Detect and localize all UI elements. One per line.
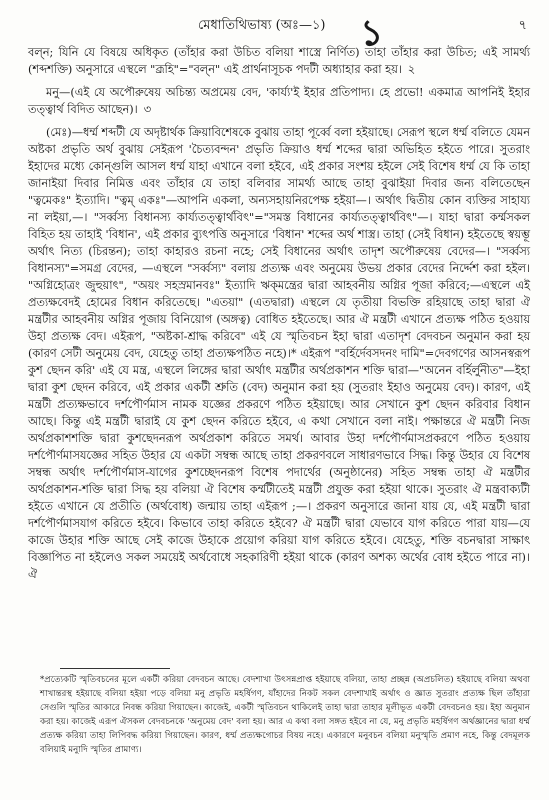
page-number: ৭	[518, 18, 527, 33]
verse-text: মনু—(এই যে অপৌরুষেয় অচিন্ত্য অপ্রমেয় বেদ, 'কার্য্য'ই ইহার প্রতিপাদ্য। হে প্রভো! একমাত্র আপনিই ইহার তত্ত্বার্থ বিদিত আছেন)।	[28, 86, 530, 116]
commentary-body	[28, 44, 530, 589]
footnote-block	[40, 673, 530, 757]
running-title: মেধাতিথিভাষ্য (অঃ—১)	[198, 18, 326, 33]
verse-paragraph	[28, 84, 530, 118]
paragraph-1	[28, 44, 530, 78]
footnote-text: *প্রত্যেকটি স্মৃতিবচনের মূলে একটী করিয়া বেদবচন আছে। বেদশাখা উৎসন্নপ্রাপ্ত হইয়াছে বলিয়া, তাহা প্রচ্ছন্ন (অপ্রচলিত) হইয়াছে বলিয়া অথবা শাখান্তরস্থ হইয়াছে বলিয়া হইয়া পড়ে বলিয়া মনু প্রভৃতি মহর্ষিগণ, যাঁহাদের নিকট সকল বেদশাখাই অর্থাৎ ও জ্ঞাত সুতরাং প্রত্যক্ষ ছিল তাঁহারা সেগুলি স্মৃতির আকারে নিবন্ধ করিয়া গিয়াছেন। কাজেই, একটী স্মৃতিবচন থাকিলেই তাহা দ্বারা তাহার মূলীভূত একটী বেদবচনও হয়। ইহা অনুমান করা হয়। কাজেই এরূপ ঐসকল বেদবচনকে 'অনুমেয় বেদ' বলা হয়। আর এ কথা বলা সঙ্গত হইবে না যে, মনু প্রভৃতি মহর্ষিগণ অর্থজ্ঞানের দ্বারা ধর্ম্ম প্রত্যক্ষ করিয়া তাহা লিপিবদ্ধ করিয়া গিয়াছেন। কারণ, ধর্ম্ম প্রত্যক্ষগোচর বিষয় নহে। একারণে মনুবচন বলিয়া মনুস্মৃতি প্রমাণ নহে, কিন্তু বেদমূলক বলিয়াই মনুাদি স্মৃতির প্রামাণ্য।	[40, 675, 530, 755]
page-header	[0, 13, 549, 54]
verse-number-2: ২	[407, 63, 416, 76]
paragraph-1-text: বল্‌ন; যিনি যে বিষয়ে অধিকৃত (তাঁহার করা উচিত বলিয়া শাস্ত্রে নির্ণিত) তাহা তাঁহার করা উচিত; এই সামর্থ্য (শব্দশক্তি) অনুসারে এস্থলে "ব্রূহি"="বল্‌ন" এই প্রার্থনাসূচক পদটী অধ্যাহার করা হয়।	[28, 46, 530, 76]
verse-number-3: ৩	[143, 103, 152, 116]
chapter-marker: ১	[360, 13, 384, 54]
commentary-paragraph: (মেঃ)—ধর্ম্ম শব্দটী যে অদৃষ্টার্থক ক্রিয়াবিশেষকে বুঝায় তাহা পূর্ব্বে বলা হইয়াছে। সেরূপ স্থলে ধর্ম্ম বলিতে যেমন অষ্টকা প্রভৃতি অর্থ বুঝায় সেইরূপ 'চৈত্যবন্দন' প্রভৃতি ক্রিয়াও ধর্ম্ম শব্দের দ্বারা অভিহিত হইতে পারে। সুতরাং ইহাদের মধ্যে কোন্‌গুলি আসল ধর্ম্ম যাহা এখানে বলা হইবে, এই প্রকার সংশয় হইলে সেই বিশেষ ধর্ম্ম যে কি তাহা জানাইয়া দিবার নিমিত্ত এবং তাঁহার যে তাহা বলিবার সামর্থ্য আছে তাহা বুঝাইয়া দিবার জন্য বলিতেছেন "ত্বমেকঃ" ইত্যাদি। "ত্বম্‌ একঃ"—আপনি একলা, অন্যসহায়নিরপেক্ষ হইয়া—। অর্থাৎ দ্বিতীয় কোন ব্যক্তির সাহায্য না লইয়া,—। "সর্ব্বস্য বিধানস্য কার্য্যতত্ত্বার্থবিৎ"="সমস্ত বিধানের কার্য্যতত্ত্বার্থবিৎ"—। যাহা দ্বারা কর্ম্মসকল বিহিত হয় তাহাই 'বিধান', এই প্রকার ব্যুৎপত্তি অনুসারে 'বিধান' শব্দের অর্থ শাস্ত্র। তাহা (সেই বিধান) হইতেছে স্বয়ম্ভূ অর্থাৎ নিত্য (চিরন্তন); তাহা কাহারও রচনা নহে; সেই বিধানের অর্থাৎ তাদৃশ অপৌরুষেয় বেদের—। "সর্ব্বস্য বিধানস্য"=সমগ্র বেদের, —এস্থলে "সর্ব্বস্য" বলায় প্রত্যক্ষ এবং অনুমেয় উভয় প্রকার বেদের নির্দ্দেশ করা হইল। "অগ্নিহোত্রং জুহুয়াৎ", "অয়ং সহস্রমানবঃ" ইত্যাদি ঋক্‌মন্ত্রের দ্বারা আহবনীয় অগ্নির পূজা করিবে;—এস্থলে এই প্রত্যক্ষবেদই হোমের বিধান করিতেছে। "এতয়া" (এতদ্বারা) এস্থলে যে তৃতীয়া বিভক্তি রহিয়াছে তাহা দ্বারা ঐ মন্ত্রটীর আহবনীয় অগ্নির পূজায় বিনিয়োগ (অঙ্গত্ব) বোধিত হইতেছে। আর ঐ মন্ত্রটী এখানে প্রত্যক্ষ পঠিত হওয়ায় উহা প্রত্যক্ষ বেদ। এইরূপ, "অষ্টকা-শ্রাদ্ধ করিবে" এই যে স্মৃতিবচন ইহা দ্বারা এতাদৃশ বেদবচন অনুমান করা হয় (কারণ সেটী অনুমেয় বেদ, যেহেতু তাহা প্রত্যক্ষপঠিত নহে)।* এইরূপ "বর্হির্দেবসদনং দামি"=দেবগণের আসনস্বরূপ কুশ ছেদন করি' এই যে মন্ত্র, এস্থলে লিঙ্গের দ্বারা অর্থাৎ মন্ত্রটীর অর্থপ্রকাশন শক্তি দ্বারা—"অনেন বর্হির্লুনীত"—ইহা দ্বারা কুশ ছেদন করিবে, এই প্রকার একটী শ্রুতি (বেদ) অনুমান করা হয় (সুতরাং ইহাও অনুমেয় বেদ)। কারণ, এই মন্ত্রটী প্রত্যক্ষভাবে দর্শপৌর্ণমাস নামক যজ্ঞের প্রকরণে পঠিত হইয়াছে। আর সেখানে কুশ ছেদন করিবার বিধান আছে। কিন্তু এই মন্ত্রটী দ্বারাই যে কুশ ছেদন করিতে হইবে, এ কথা সেখানে বলা নাই। পক্ষান্তরে ঐ মন্ত্রটী নিজ অর্থপ্রকাশশক্তি দ্বারা কুশছেদনরূপ অর্থপ্রকাশ করিতে সমর্থ। আবার উহা দর্শপৌর্ণমাসপ্রকরণে পঠিত হওয়ায় দর্শপৌর্ণমাসযজ্ঞের সহিত উহার যে একটা সম্বন্ধ আছে তাহা প্রকরণবলে সাধারণভাবে সিদ্ধ। কিন্তু উহার যে বিশেষ সম্বন্ধ অর্থাৎ দর্শপৌর্ণমাস-যাগের কুশচ্ছেদনরূপ বিশেষ পদার্থের (অনুষ্ঠানের) সহিত সম্বন্ধ তাহা ঐ মন্ত্রটীর অর্থপ্রকাশন-শক্তি দ্বারা সিদ্ধ হয় বলিয়া ঐ বিশেষ কর্ম্মটীতেই মন্ত্রটী প্রযুক্ত করা হইয়া থাকে। সুতরাং ঐ মন্ত্রবাক্যটী হইতে এখানে যে প্রতীতি (অর্থবোধ) জন্মায় তাহা এইরূপ ;—। প্রকরণ অনুসারে জানা যায় যে, এই মন্ত্রটী দ্বারা দর্শপৌর্ণমাসযাগ করিতে হইবে। কিভাবে তাহা করিতে হইবে? ঐ মন্ত্রটী দ্বারা যেভাবে যাগ করিতে পারা যায়—যে কাজে উহার শক্তি আছে সেই কাজে উহাকে প্রয়োগ করিয়া যাগ করিতে হইবে। যেহেতু, শক্তি বচনদ্বারা সাক্ষাৎ বিজ্ঞাপিত না হইলেও সকল সময়েই অর্থবোধে সহকারিণী হইয়া থাকে (কারণ অশক্য অর্থের বোধ হইতে পারে না)। ঐ	[28, 126, 530, 581]
footnote-divider	[60, 668, 170, 669]
